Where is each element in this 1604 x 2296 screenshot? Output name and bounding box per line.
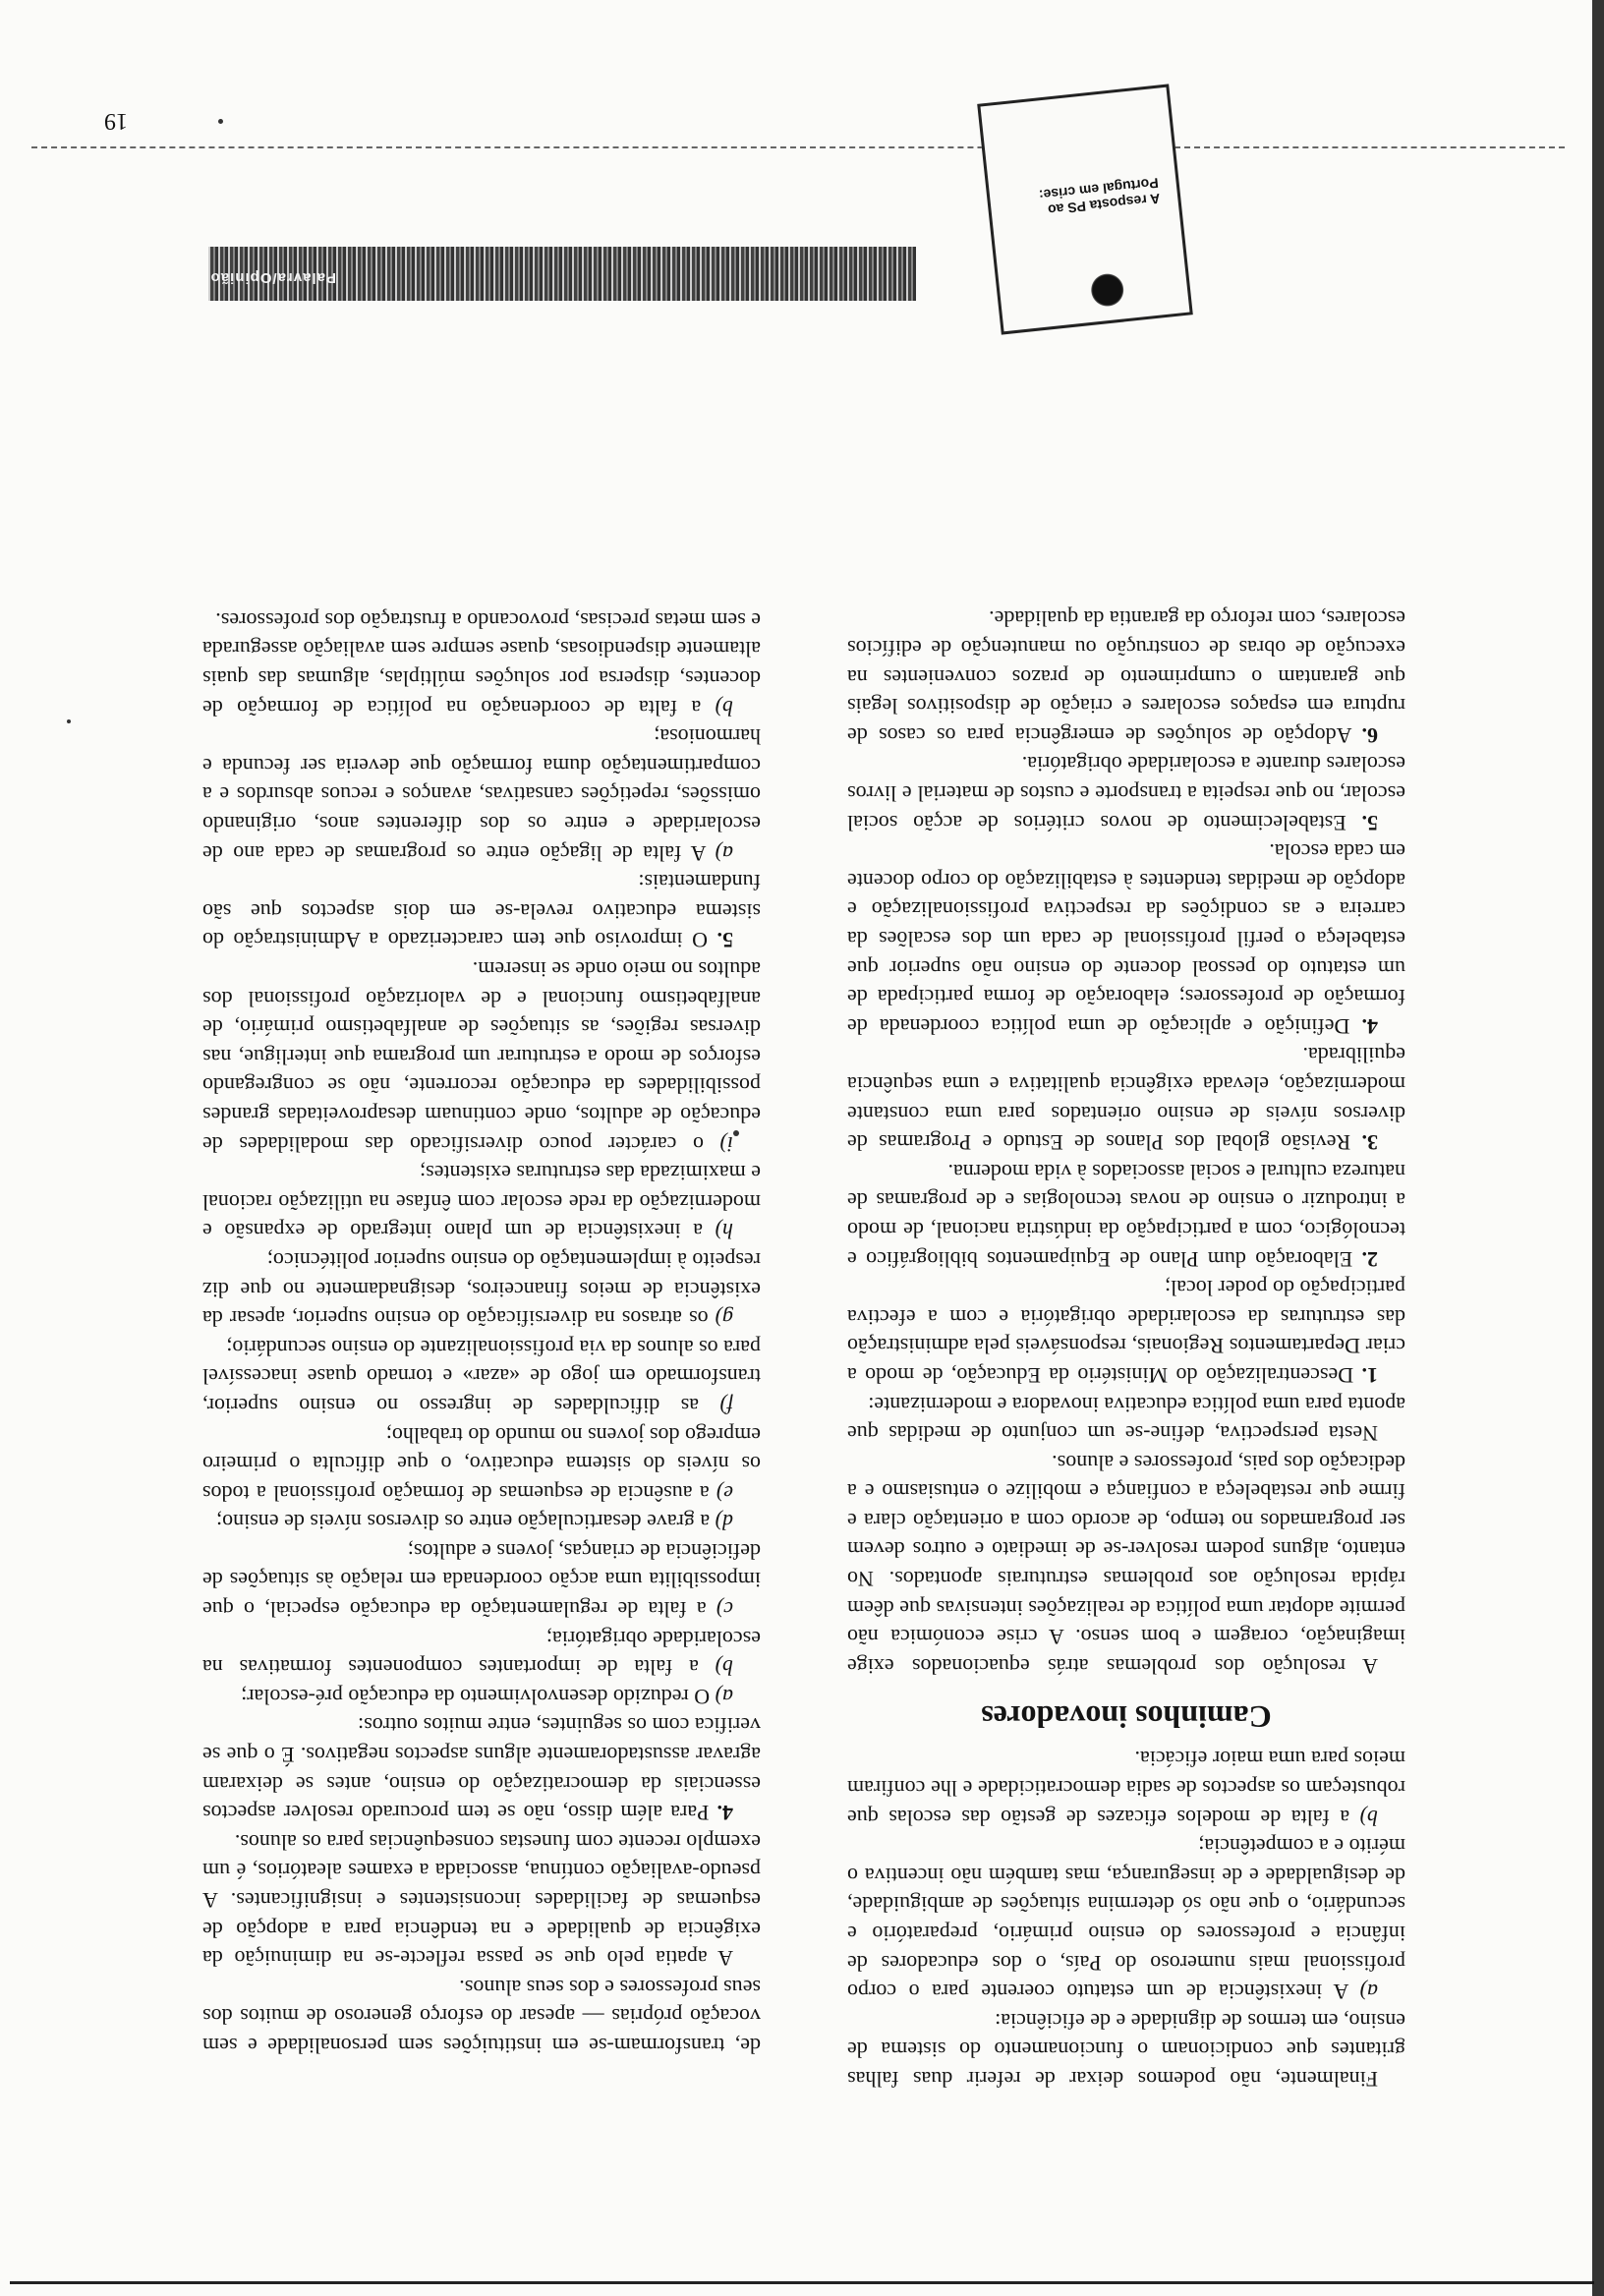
item-letter: h) xyxy=(715,1219,733,1244)
scan-border-top xyxy=(10,2281,1594,2284)
item-text: Para além disso, não se tem procurado resolver aspectos essenciais da democratização do ensino, antes se deixaram agravar assustadoramente alguns aspectos negativos. É o que se verifica com os seguintes, entre muitos outros: xyxy=(202,1713,761,1826)
list-item xyxy=(847,1832,1405,2007)
item-letter: b) xyxy=(715,1655,733,1681)
scan-border-edge xyxy=(1592,0,1604,2296)
paragraph: A resolução dos problemas atrás equacionados exige imaginação, coragem e bom senso. A crise económica não permite adoptar uma política de realizações intensivas que dêem rápida resolução aos problemas estruturais apontados. No entanto, alguns podem resolver-se de imediato e outros devem ser programados no tempo, de acordo com a orientação clara e firme que restabeleça a confiança e mobilize o entusiasmo e a dedicação dos pais, professores e alunos. xyxy=(847,1450,1405,1679)
item-text: O reduzido desenvolvimento da educação pré-escolar; xyxy=(241,1684,711,1709)
list-item xyxy=(202,1159,761,1246)
paragraph: Finalmente, não podemos deixar de referir duas falhas gritantes que condicionam o funcionamento do sistema de ensino, em termos de dignidade e de eficiência: xyxy=(847,2008,1405,2092)
item-letter: b) xyxy=(715,695,733,720)
item-text: a inexistência de um plano integrado de expansão e modernização da rede escolar com ênfase na utilização racional e maximizada das estruturas existentes; xyxy=(202,1161,761,1244)
measure-item xyxy=(847,1274,1405,1390)
paragraph: Nesta perspectiva, define-se um conjunto de medidas que aponta para uma política educativa inovadora e modernizante: xyxy=(847,1392,1405,1447)
measure-item xyxy=(847,837,1405,1041)
item-letter: b) xyxy=(1359,1805,1378,1830)
brochure-thumbnail xyxy=(977,84,1193,334)
item-text: a falta de coordenação na política de formação de docentes, dispersa por soluções múltiplas, algumas das quais altamente dispendiosas, quase sempre sem avaliação assegurada e sem metas precisas, provocando a frustração dos professores. xyxy=(201,607,761,720)
item-number: 3. xyxy=(1361,1130,1378,1156)
item-text: O improviso que tem caracterizado a Administração do sistema educativo revela-se em dois aspectos que são fundamentais: xyxy=(202,870,761,953)
item-letter: d) xyxy=(715,1510,733,1535)
measure-item xyxy=(847,1041,1405,1157)
item-text: as dificuldades de ingresso no ensino superior, transformado em jogo de «azar» e tornado quase inacessível para os alunos da via profissionalizante do ensino secundário; xyxy=(202,1335,761,1418)
dashed-rule xyxy=(31,146,1565,148)
list-item xyxy=(202,1536,761,1624)
item-text: Estabelecimento de novos critérios de acção social escolar, no que respeita a transporte e custos de material e livros escolares durante a escolaridade obrigatória. xyxy=(847,752,1405,835)
item-text: a ausência de esquemas de formação profissional a todos os níveis do sistema educativo, o que dificulta o primeiro emprego dos jovens no mundo do trabalho; xyxy=(201,1422,761,1506)
item-letter: g) xyxy=(715,1306,733,1332)
list-item xyxy=(202,1245,761,1333)
item-number: 4. xyxy=(1361,1013,1378,1039)
item-text: Definição e aplicação de uma política coordenada de formação de professores; elaboração de forma participada de um estatuto do pessoal docente do ensino não superior que estabeleça o perfil profissional de cada um dos escalões da carreira e as condições da respectiva profissionalização e adopção de medidas tendentes à estabilização do corpo docente em cada escola. xyxy=(847,839,1405,1039)
scan-speck xyxy=(67,719,71,723)
list-item xyxy=(202,1333,761,1420)
rose-logo-icon xyxy=(1087,269,1128,311)
list-item xyxy=(202,1420,761,1508)
item-text: Elaboração dum Plano de Equipamentos bibliográfico e tecnológico, com a participação da indústria nacional, de modo a introduzir o ensino de novas tecnologias e de programas de natureza cultural e social associados à vida moderna. xyxy=(846,1159,1405,1272)
item-number: 1. xyxy=(1361,1362,1378,1388)
paragraph: de, transformam-se em instituições sem personalidade e sem vocação próprias — apesar do esforço generoso de muitos dos seus professores e dos seus alunos. xyxy=(202,1975,761,2058)
numbered-paragraph xyxy=(202,1711,761,1827)
item-letter: a) xyxy=(1359,1980,1378,2005)
measure-item xyxy=(847,604,1405,750)
brochure-title: A resposta PS ao Portugal em crise: xyxy=(1038,175,1162,218)
left-column xyxy=(202,605,761,2060)
item-text: a falta de modelos eficazes de gestão das escolas que robusteçam os aspectos de sadia democraticidade e lhe confiram meios para uma maior eficácia. xyxy=(847,1747,1405,1830)
item-letter: a) xyxy=(715,1684,733,1709)
list-item xyxy=(202,954,761,1158)
item-text: A inexistência de um estatuto coerente para o corpo profissional mais numeroso do País, o dos educadores de infância e professores do ensino primário, preparatório e secundário, o que não só determina situações de ambiguidade, de desigualdade e de insegurança, mas também não incentiva o mérito e a competência; xyxy=(847,1834,1405,2005)
item-text: a falta de regulamentação da educação especial, o que impossibilita uma acção coordenada em relação às situações de deficiência de crianças, jovens e adultos; xyxy=(201,1538,761,1623)
list-item xyxy=(202,1624,761,1682)
scan-speck xyxy=(733,1130,739,1136)
page-number: 19 xyxy=(104,108,128,134)
item-text: Revisão global dos Planos de Estudo e Programas de diversos níveis de ensino orientados para uma constante modernização, elevada exigência qualitativa e uma sequência equilibrada. xyxy=(847,1043,1405,1156)
measure-item xyxy=(847,1157,1405,1273)
scan-speck xyxy=(218,119,223,124)
measure-item xyxy=(847,750,1405,837)
section-heading: Caminhos inovadores xyxy=(981,1698,1272,1735)
list-item xyxy=(202,1508,761,1537)
item-letter: f) xyxy=(719,1393,733,1418)
numbered-paragraph xyxy=(202,868,761,955)
item-letter: e) xyxy=(716,1480,733,1506)
item-number: 2. xyxy=(1361,1246,1378,1272)
right-column xyxy=(847,604,1405,2094)
list-item xyxy=(202,722,761,868)
item-letter: a) xyxy=(715,840,733,866)
banner-label: Palavra/Opinião xyxy=(209,269,336,286)
item-number: 6. xyxy=(1361,722,1378,748)
item-letter: i) xyxy=(719,1131,733,1157)
item-text: Adopção de soluções de emergência para os casos de ruptura em espaços escolares e criação de dispositivos legais que garantam o cumprimento de prazos convenientes na execução de obras de construção ou manutenção de edifícios escolares, com reforço da garantia da qualidade. xyxy=(847,606,1405,748)
list-item xyxy=(202,1682,761,1711)
paragraph: A apatia pelo que se passa reflecte-se na diminuição da exigência de qualidade e na tendência para a adopção de esquemas de facilidades inconsistentes e insignificantes. A pseudo-avaliação contínua, associada a exames aleatórios, é um exemplo recente com funestas consequências para os alunos. xyxy=(202,1829,761,1972)
item-number: 4. xyxy=(716,1801,733,1826)
list-item xyxy=(847,1745,1405,1832)
item-text: a grave desarticulação entre os diversos níveis de ensino; xyxy=(216,1510,711,1535)
item-text: o carácter pouco diversificado das modalidades de educação de adultos, onde continuam desaproveitadas grandes possibilidades da educação recorrente, não se congregando esforços de modo a estruturar um programa que interligue, nas diversas regiões, as situações de analfabetismo primário, de analfabetismo funcional e de valorização profissional dos adultos no meio onde se inserem. xyxy=(201,957,761,1157)
item-text: os atrasos na diversificação do ensino superior, apesar da existência de meios financeiros, designadamente no que diz respeito à implementação do ensino superior politécnico; xyxy=(201,1247,761,1332)
item-letter: c) xyxy=(716,1597,733,1623)
item-text: a falta de importantes componentes formativas na escolaridade obrigatória; xyxy=(201,1626,761,1681)
item-text: Descentralização do Ministério da Educação, de modo a criar Departamentos Regionais, responsáveis pela administração das estruturas da escolaridade obrigatória e com a efectiva participação do poder local; xyxy=(846,1276,1405,1388)
item-text: A falta de ligação entre os programas de cada ano de escolaridade e entre os dos diferentes anos, originando omissões, repetições cansativas, avanços e recuos absurdos e a compartimentação duma formação que deveria ser fecunda e harmoniosa; xyxy=(202,724,761,866)
item-number: 5. xyxy=(1361,810,1378,835)
item-number: 5. xyxy=(716,928,733,953)
list-item xyxy=(202,605,761,721)
